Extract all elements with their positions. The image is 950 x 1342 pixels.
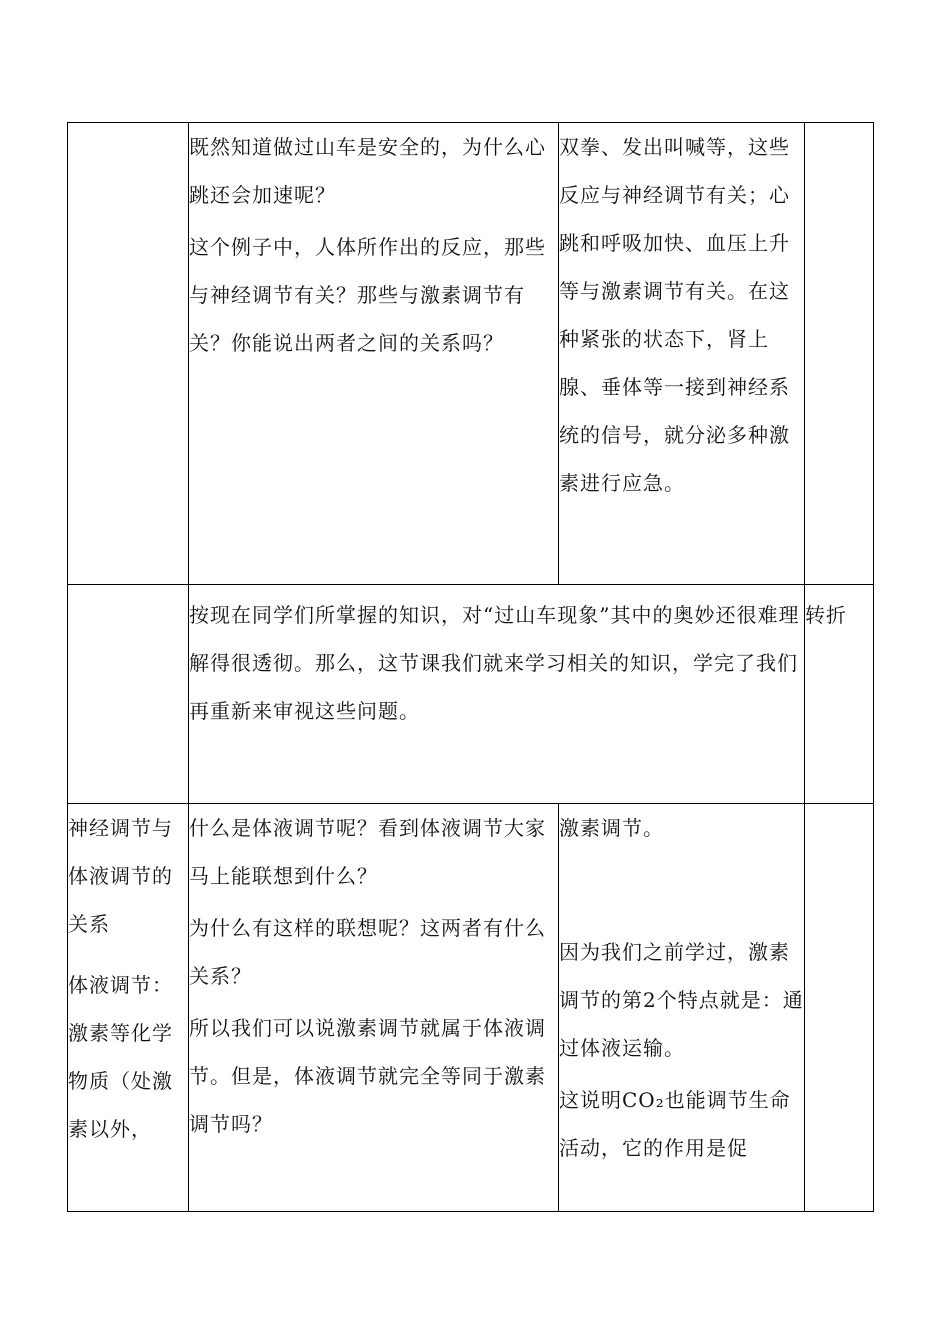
question-text: 什么是体液调节呢？看到体液调节大家马上能联想到什么？ (189, 816, 546, 888)
transition-text-cell (189, 585, 805, 804)
answer-text: 激素调节。 (559, 816, 664, 840)
table-cell-empty (68, 585, 189, 804)
topic-definition: 体液调节：激素等化学物质（处激素以外， (68, 973, 173, 1141)
answer-text: 这说明CO₂也能调节生命活动，它的作用是促 (559, 1088, 791, 1160)
question-text: 为什么有这样的联想呢？这两者有什么关系？ (189, 916, 546, 988)
question-text: 所以我们可以说激素调节就属于体液调节。但是，体液调节就完全等同于激素调节吗？ (189, 1016, 546, 1136)
student-activity-cell (559, 123, 805, 585)
table-row (68, 123, 874, 585)
lesson-plan-table (67, 122, 874, 1212)
design-intent-cell (805, 585, 874, 804)
question-text: 既然知道做过山车是安全的，为什么心跳还会加速呢？ (189, 135, 546, 207)
transition-text: 按现在同学们所掌握的知识，对“过山车现象”其中的奥妙还很难理解得很透彻。那么，这节课我们就来学习相关的知识，学完了我们再重新来审视这些问题。 (189, 603, 800, 723)
answer-text: 因为我们之前学过，激素调节的第2个特点就是：通过体液运输。 (559, 940, 804, 1060)
teacher-activity-cell (189, 804, 559, 1212)
topic-cell (68, 804, 189, 1212)
table-cell-empty (805, 123, 874, 585)
teacher-activity-cell (189, 123, 559, 585)
table-row (68, 804, 874, 1212)
topic-heading: 神经调节与体液调节的关系 (68, 816, 173, 936)
question-text: 这个例子中，人体所作出的反应，那些与神经调节有关？那些与激素调节有关？你能说出两者之间的关系吗？ (189, 235, 546, 355)
table-row (68, 585, 874, 804)
answer-text: 双拳、发出叫喊等，这些反应与神经调节有关；心跳和呼吸加快、血压上升等与激素调节有关。在这种紧张的状态下，肾上腺、垂体等一接到神经系统的信号，就分泌多种激素进行应急。 (559, 135, 790, 495)
table-cell-empty (805, 804, 874, 1212)
student-activity-cell (559, 804, 805, 1212)
design-intent-label: 转折 (805, 603, 847, 627)
table-cell-empty (68, 123, 189, 585)
